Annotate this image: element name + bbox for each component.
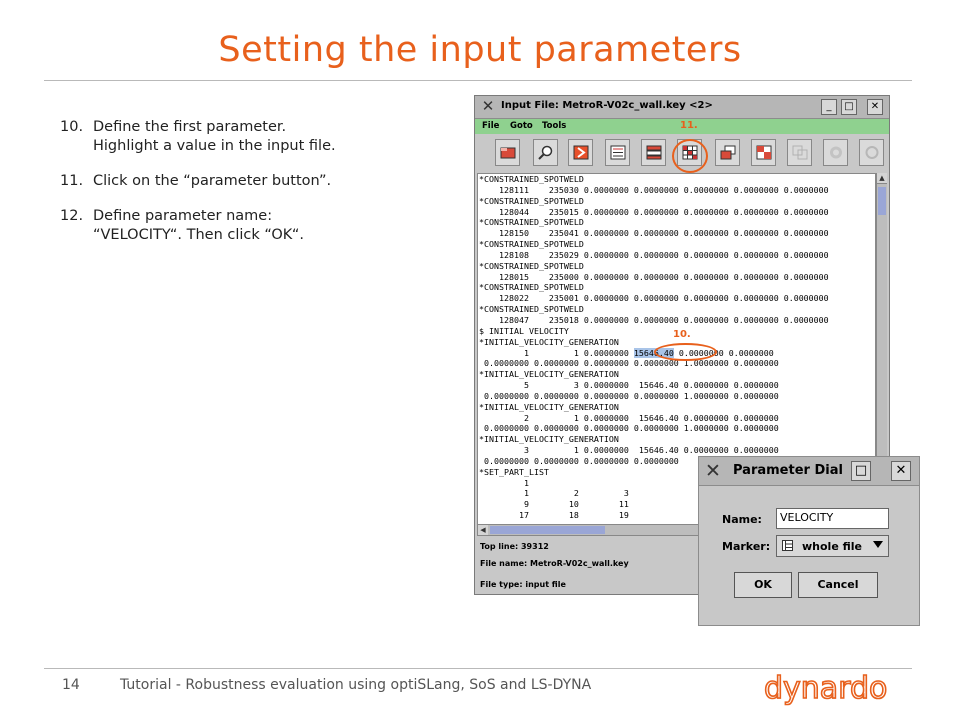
x-logo-icon: ✕ xyxy=(705,460,721,482)
step-10 xyxy=(60,118,440,156)
footer-text: Tutorial - Robustness evaluation using optiSLang, SoS and LS-DYNA xyxy=(120,677,592,693)
grid-icon xyxy=(756,145,772,160)
window-titlebar[interactable] xyxy=(475,96,889,119)
stack-icon xyxy=(646,145,662,160)
step-line: Define the first parameter. xyxy=(93,119,287,135)
dynardo-logo xyxy=(762,672,912,708)
chevron-down-icon xyxy=(873,541,883,548)
step-text xyxy=(93,207,304,245)
step-text xyxy=(93,172,331,191)
slide-title: Setting the input parameters xyxy=(218,30,742,70)
x-logo-icon: ✕ xyxy=(481,97,495,115)
name-label: Name: xyxy=(722,513,762,526)
goto-arrow-icon xyxy=(573,145,589,160)
parameter-name-input[interactable]: VELOCITY xyxy=(776,508,889,529)
find-icon xyxy=(538,145,554,160)
step-11 xyxy=(60,172,440,191)
window-title: Input File: MetroR-V02c_wall.key <2> xyxy=(501,100,713,111)
scroll-up-icon[interactable]: ▲ xyxy=(877,173,887,184)
find-button[interactable] xyxy=(533,139,558,166)
step-line: “VELOCITY“. Then click “OK“. xyxy=(93,227,304,243)
step-number: 10. xyxy=(60,119,84,135)
cancel-button[interactable]: Cancel xyxy=(798,572,878,598)
close-button[interactable]: ✕ xyxy=(867,99,883,115)
open-file-button[interactable] xyxy=(495,139,520,166)
page-number: 14 xyxy=(62,677,80,693)
marker-value: whole file xyxy=(802,540,862,553)
logo-text: dynardo xyxy=(764,672,888,706)
stack-button[interactable] xyxy=(641,139,666,166)
minimize-button[interactable]: _ xyxy=(821,99,837,115)
selected-value[interactable]: 15646.40 xyxy=(633,347,674,358)
step-12 xyxy=(60,207,440,245)
windows-button[interactable] xyxy=(715,139,740,166)
ok-button[interactable]: OK xyxy=(734,572,792,598)
list-icon xyxy=(610,145,626,160)
status-file-name: File name: MetroR-V02c_wall.key xyxy=(480,559,629,568)
step-line: Define parameter name: xyxy=(93,208,273,224)
circle-disabled-icon xyxy=(828,145,844,160)
menu-file[interactable]: File xyxy=(482,121,500,131)
dialog-close-button[interactable]: ✕ xyxy=(891,461,911,481)
dialog-titlebar[interactable] xyxy=(699,457,919,486)
status-file-type: File type: input file xyxy=(480,580,566,589)
status-top-line: Top line: 39312 xyxy=(480,542,549,551)
open-file-icon xyxy=(500,145,516,160)
goto-button[interactable] xyxy=(568,139,593,166)
refresh-disabled-icon xyxy=(864,145,880,160)
dialog-maximize-button[interactable]: □ xyxy=(851,461,871,481)
windows-icon xyxy=(720,145,736,160)
list-button[interactable] xyxy=(605,139,630,166)
selected-value-highlight xyxy=(654,343,717,361)
scroll-thumb[interactable] xyxy=(878,187,886,215)
dialog-title: Parameter Dial xyxy=(733,463,843,478)
marker-label: Marker: xyxy=(722,540,771,553)
copy-disabled-icon xyxy=(792,145,808,160)
menu-tools[interactable]: Tools xyxy=(542,121,567,131)
step-text xyxy=(93,118,336,156)
grid-button[interactable] xyxy=(751,139,776,166)
menu-goto[interactable]: Goto xyxy=(510,121,533,131)
record-button[interactable] xyxy=(823,139,848,166)
step-line: Click on the “parameter button”. xyxy=(93,173,332,189)
copy-button[interactable] xyxy=(787,139,812,166)
hscroll-thumb[interactable] xyxy=(490,526,605,534)
step-line: Highlight a value in the input file. xyxy=(93,138,336,154)
annotation-11: 11. xyxy=(680,120,698,131)
marker-select[interactable] xyxy=(776,535,889,557)
code-after: 0.0000000 0.0000000 0.0000000 0.0000000 0.0000000 0.0000000 1.0000000 0.0000000 *INITIAL_VELOCITY_GENERATION 5 3 0.0000000 15646.40 0.0000000 0.0000000 0.0000000 0.0000000 0.0000000 0.0000000 1.0000000 0.0000000 *INITIAL_VELOCITY_GENERATION 2 1 0.0000000 15646.40 0.0000000 0.0000000 0.0000000 0.0000000 0.0000000 0.0000000 1.0000000 0.0000000 *INITIAL_VELOCITY_GENERATION 3 1 0.0000000 15646.40 0.0000000 0.0000000 0.0000000 0.0000000 0.0000000 0.0000000 *SET_PART_LIST 1 1 2 3 9 10 11 17 18 19 xyxy=(479,347,779,521)
footer-divider xyxy=(44,668,912,669)
maximize-button[interactable]: □ xyxy=(841,99,857,115)
file-icon xyxy=(782,540,793,551)
annotation-10: 10. xyxy=(673,329,691,340)
step-number: 11. xyxy=(60,173,84,189)
step-number: 12. xyxy=(60,208,84,224)
steps-list xyxy=(60,118,440,261)
parameter-button-highlight xyxy=(672,139,708,173)
refresh-button[interactable] xyxy=(859,139,884,166)
scroll-left-icon[interactable]: ◀ xyxy=(478,525,488,535)
code-before: *CONSTRAINED_SPOTWELD 128111 235030 0.0000000 0.0000000 0.0000000 0.0000000 0.0000000 *CONSTRAINED_SPOTWELD 128044 235015 0.0000000 0.0000000 0.0000000 0.0000000 0.0000000 *CONSTRAINED_SPOTWELD 128150 235041 0.0000000 0.0000000 0.0000000 0.0000000 0.0000000 *CONSTRAINED_SPOTWELD 128108 235029 0.0000000 0.0000000 0.0000000 0.0000000 0.0000000 *CONSTRAINED_SPOTWELD 128015 235000 0.0000000 0.0000000 0.0000000 0.0000000 0.0000000 *CONSTRAINED_SPOTWELD 128022 235001 0.0000000 0.0000000 0.0000000 0.0000000 0.0000000 *CONSTRAINED_SPOTWELD 128047 235018 0.0000000 0.0000000 0.0000000 0.0000000 0.0000000 $ INITIAL VELOCITY *INITIAL_VELOCITY_GENERATION 1 1 0.0000000 xyxy=(479,174,829,358)
title-divider xyxy=(44,80,912,81)
